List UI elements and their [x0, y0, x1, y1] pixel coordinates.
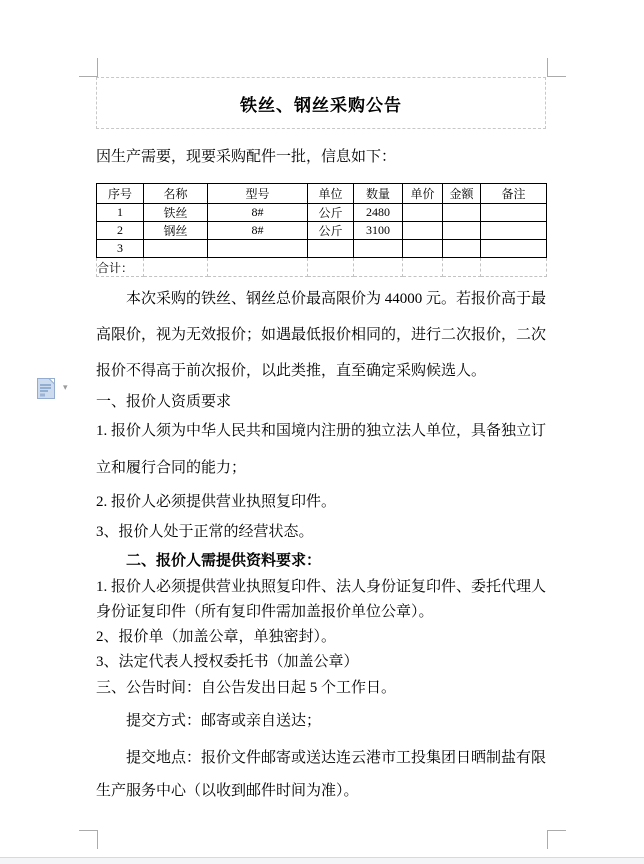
table-cell [308, 258, 354, 277]
submit-place-paragraph: 提交地点：报价文件邮寄或送达连云港市工投集团日晒制盐有限生产服务中心（以收到邮件时间为准）。 [96, 750, 547, 799]
table-cell: 3100 [354, 222, 403, 240]
section2-item2: 2、报价单（加盖公章，单独密封）。 [96, 629, 337, 645]
table-cell [403, 240, 443, 258]
items-table [96, 183, 547, 277]
table-cell: 公斤 [308, 222, 354, 240]
total-label-cell: 合计： [97, 258, 144, 277]
document-title: 铁丝、钢丝采购公告 [240, 95, 402, 115]
table-cell: 钢丝 [144, 222, 208, 240]
table-cell: 2480 [354, 204, 403, 222]
submit-method-paragraph: 提交方式：邮寄或亲自送达； [126, 713, 322, 729]
table-header-cell: 序号 [97, 184, 144, 204]
margin-crop-mark-top-right [547, 58, 566, 77]
table-cell [481, 240, 547, 258]
document-text-area [96, 77, 546, 808]
table-cell: 铁丝 [144, 204, 208, 222]
table-cell [354, 240, 403, 258]
table-header-cell: 型号 [208, 184, 308, 204]
section1-heading: 一、报价人资质要求 [96, 394, 232, 410]
table-cell [308, 240, 354, 258]
intro-paragraph: 因生产需要，现要采购配件一批，信息如下： [96, 149, 397, 165]
table-header-cell: 单位 [308, 184, 354, 204]
table-cell [443, 222, 481, 240]
table-cell [443, 204, 481, 222]
table-cell [481, 222, 547, 240]
table-header-cell: 备注 [481, 184, 547, 204]
price-limit-paragraph: 本次采购的铁丝、钢丝总价最高限价为 44000 元。若报价高于最高限价，视为无效报价；如遇最低报价相同的，进行二次报价，二次报价不得高于前次报价，以此类推，直至确定采购候选人。 [96, 291, 547, 379]
table-cell [208, 258, 308, 277]
section2-item3: 3、法定代表人授权委托书（加盖公章） [96, 654, 359, 670]
margin-crop-mark-top-left [79, 58, 98, 77]
table-cell [403, 258, 443, 277]
table-cell [443, 240, 481, 258]
table-cell [208, 240, 308, 258]
table-cell [144, 258, 208, 277]
table-header-cell: 金额 [443, 184, 481, 204]
table-cell [481, 258, 547, 277]
table-row [97, 240, 547, 258]
section1-item1: 1. 报价人须为中华人民共和国境内注册的独立法人单位，具备独立订立和履行合同的能力； [96, 423, 547, 476]
paste-options-icon [36, 377, 58, 406]
table-cell: 8# [208, 222, 308, 240]
table-cell [144, 240, 208, 258]
section2-item1: 1. 报价人必须提供营业执照复印件、法人身份证复印件、委托代理人身份证复印件（所有复印件需加盖报价单位公章）。 [96, 579, 547, 620]
section2-heading: 二、报价人需提供资料要求： [126, 553, 322, 569]
paste-options-button[interactable] [36, 377, 80, 403]
table-cell [403, 222, 443, 240]
table-row [97, 222, 547, 240]
table-header-cell: 数量 [354, 184, 403, 204]
table-cell: 3 [97, 240, 144, 258]
table-total-row [97, 258, 547, 277]
table-cell [403, 204, 443, 222]
table-header-cell: 单价 [403, 184, 443, 204]
table-cell: 公斤 [308, 204, 354, 222]
table-cell: 8# [208, 204, 308, 222]
section3-heading: 三、公告时间：自公告发出日起 5 个工作日。 [96, 680, 397, 696]
table-cell [481, 204, 547, 222]
table-cell: 1 [97, 204, 144, 222]
table-row [97, 204, 547, 222]
title-boundary-box [96, 77, 546, 129]
chevron-down-icon: ▾ [63, 383, 68, 393]
table-cell [354, 258, 403, 277]
section1-item2: 2. 报价人必须提供营业执照复印件。 [96, 494, 337, 510]
table-body [97, 204, 547, 277]
margin-crop-mark-bottom-left [79, 830, 98, 849]
section1-item3: 3、报价人处于正常的经营状态。 [96, 524, 314, 540]
table-header-cell: 名称 [144, 184, 208, 204]
table-header-row [97, 184, 547, 204]
table-cell [443, 258, 481, 277]
table-cell: 2 [97, 222, 144, 240]
margin-crop-mark-bottom-right [547, 830, 566, 849]
